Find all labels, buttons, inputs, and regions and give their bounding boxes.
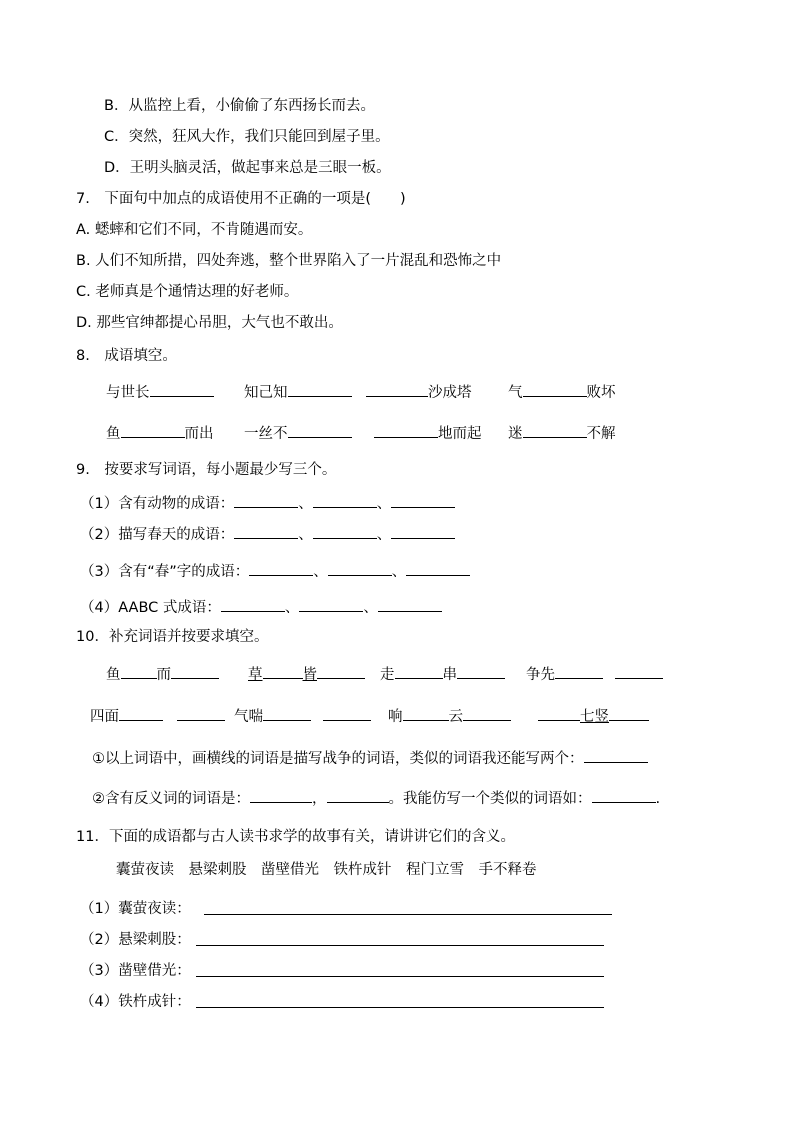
- q8-text: 鱼: [106, 426, 121, 442]
- answer-blank[interactable]: [523, 422, 587, 438]
- answer-blank[interactable]: [395, 663, 443, 679]
- q8-text: 迷: [508, 426, 523, 442]
- answer-blank[interactable]: [406, 560, 470, 576]
- answer-blank[interactable]: [121, 663, 157, 679]
- q8-text: 败坏: [586, 385, 616, 401]
- q10-item-4: 争先: [526, 663, 663, 685]
- answer-blank[interactable]: [313, 523, 377, 539]
- answer-blank[interactable]: [121, 422, 185, 438]
- q8-text: 沙成塔: [428, 385, 472, 401]
- q8-text: 不解: [586, 426, 616, 442]
- q11-answer-line-1[interactable]: [204, 914, 612, 915]
- answer-blank[interactable]: [288, 422, 352, 438]
- q8-text: 一丝不: [244, 426, 288, 442]
- q8-item-1: [106, 381, 214, 403]
- answer-blank[interactable]: [457, 663, 505, 679]
- answer-blank[interactable]: [317, 663, 365, 679]
- answer-blank[interactable]: [391, 492, 455, 508]
- q11-answer-line-2[interactable]: [196, 945, 604, 946]
- q9-label: （3）含有“春”字的成语：: [80, 564, 250, 580]
- q10-item-1: 鱼 而: [106, 663, 219, 685]
- q11-answer-line-4[interactable]: [196, 1007, 604, 1008]
- answer-blank[interactable]: [249, 560, 313, 576]
- answer-blank[interactable]: [234, 523, 298, 539]
- q9-item-1: （1）含有动物的成语： 、 、: [80, 492, 455, 514]
- q7-title: 7. 下面句中加点的成语使用不正确的一项是( ): [76, 191, 406, 207]
- q8-item-2: [244, 381, 352, 403]
- answer-blank[interactable]: [119, 705, 163, 721]
- answer-blank[interactable]: [592, 787, 656, 803]
- answer-blank[interactable]: [366, 381, 428, 397]
- q6-option-d: D．王明头脑灵活，做起事来总是三眼一板。: [104, 160, 391, 176]
- answer-blank[interactable]: [378, 596, 442, 612]
- answer-blank[interactable]: [584, 747, 648, 763]
- q9-item-2: （2）描写春天的成语： 、 、: [80, 523, 455, 545]
- answer-blank[interactable]: [374, 422, 438, 438]
- q9-item-3: （3）含有“春”字的成语： 、 、: [80, 560, 470, 582]
- q6-option-b: B．从监控上看，小偷偷了东西扬长而去。: [104, 98, 375, 114]
- q8-item-3: [366, 381, 472, 403]
- answer-blank[interactable]: [288, 381, 352, 397]
- q9-label: （1）含有动物的成语：: [80, 496, 235, 512]
- q11-item-3-label: （3）凿壁借光：: [80, 963, 191, 979]
- q11-item-4-label: （4）铁杵成针：: [80, 994, 191, 1010]
- q10-sub1: ①以上词语中，画横线的词语是描写战争的词语，类似的词语我还能写两个：: [92, 747, 648, 769]
- q9-label: （4）AABC 式成语：: [80, 600, 221, 616]
- q8-item-6: [244, 422, 352, 444]
- answer-blank[interactable]: [263, 663, 303, 679]
- answer-blank[interactable]: [463, 705, 511, 721]
- q8-title: 8. 成语填空。: [76, 348, 177, 364]
- answer-blank[interactable]: [538, 705, 580, 721]
- answer-blank[interactable]: [177, 705, 225, 721]
- q7-option-b: B. 人们不知所措，四处奔逃，整个世界陷入了一片混乱和恐怖之中: [76, 253, 502, 269]
- q10-item-2-underlined: 草 皆: [248, 663, 365, 685]
- answer-blank[interactable]: [171, 663, 219, 679]
- q7-option-d: D. 那些官绅都提心吊胆，大气也不敢出。: [76, 315, 343, 331]
- answer-blank[interactable]: [327, 787, 389, 803]
- q10-item-3: 走 串: [380, 663, 505, 685]
- q11-idioms: 囊萤夜读 悬梁刺股 凿壁借光 铁杵成针 程门立雪 手不释卷: [116, 862, 537, 878]
- q10-item-7: 响 云: [388, 705, 511, 727]
- answer-blank[interactable]: [299, 596, 363, 612]
- q10-sub2: ②含有反义词的词语是： ， 。我能仿写一个类似的词语如： .: [92, 787, 660, 809]
- answer-blank[interactable]: [323, 705, 371, 721]
- answer-blank[interactable]: [391, 523, 455, 539]
- q11-item-1-label: （1）囊萤夜读：: [80, 901, 191, 917]
- q6-option-c: C．突然，狂风大作，我们只能回到屋子里。: [104, 129, 390, 145]
- answer-blank[interactable]: [313, 492, 377, 508]
- q7-option-c: C. 老师真是个通情达理的好老师。: [76, 284, 299, 300]
- q7-option-a: A. 蟋蟀和它们不同，不肯随遇而安。: [76, 222, 313, 238]
- answer-blank[interactable]: [615, 663, 663, 679]
- q9-title: 9. 按要求写词语，每小题最少写三个。: [76, 462, 337, 478]
- q11-title: 11．下面的成语都与古人读书求学的故事有关，请讲讲它们的含义。: [76, 829, 515, 845]
- q8-item-5: [106, 422, 214, 444]
- q10-title: 10．补充词语并按要求填空。: [76, 629, 269, 645]
- q8-text: 地而起: [438, 426, 482, 442]
- q11-answer-line-3[interactable]: [196, 976, 604, 977]
- q8-text: 与世长: [106, 385, 150, 401]
- answer-blank[interactable]: [523, 381, 587, 397]
- q8-item-8: [508, 422, 616, 444]
- answer-blank[interactable]: [150, 381, 214, 397]
- q9-item-4: （4）AABC 式成语： 、 、: [80, 596, 442, 618]
- q10-item-5: 四面: [90, 705, 225, 727]
- q10-item-8-underlined: 七竖: [538, 705, 649, 727]
- answer-blank[interactable]: [221, 596, 285, 612]
- answer-blank[interactable]: [250, 787, 312, 803]
- q9-label: （2）描写春天的成语：: [80, 527, 235, 543]
- q8-text: 而出: [184, 426, 214, 442]
- answer-blank[interactable]: [555, 663, 603, 679]
- answer-blank[interactable]: [263, 705, 311, 721]
- answer-blank[interactable]: [234, 492, 298, 508]
- q8-text: 气: [508, 385, 523, 401]
- q8-item-7: [374, 422, 482, 444]
- q8-text: 知己知: [244, 385, 288, 401]
- answer-blank[interactable]: [403, 705, 449, 721]
- answer-blank[interactable]: [328, 560, 392, 576]
- answer-blank[interactable]: [609, 705, 649, 721]
- q10-item-6: 气喘: [234, 705, 371, 727]
- q11-item-2-label: （2）悬梁刺股：: [80, 932, 191, 948]
- q8-item-4: [508, 381, 616, 403]
